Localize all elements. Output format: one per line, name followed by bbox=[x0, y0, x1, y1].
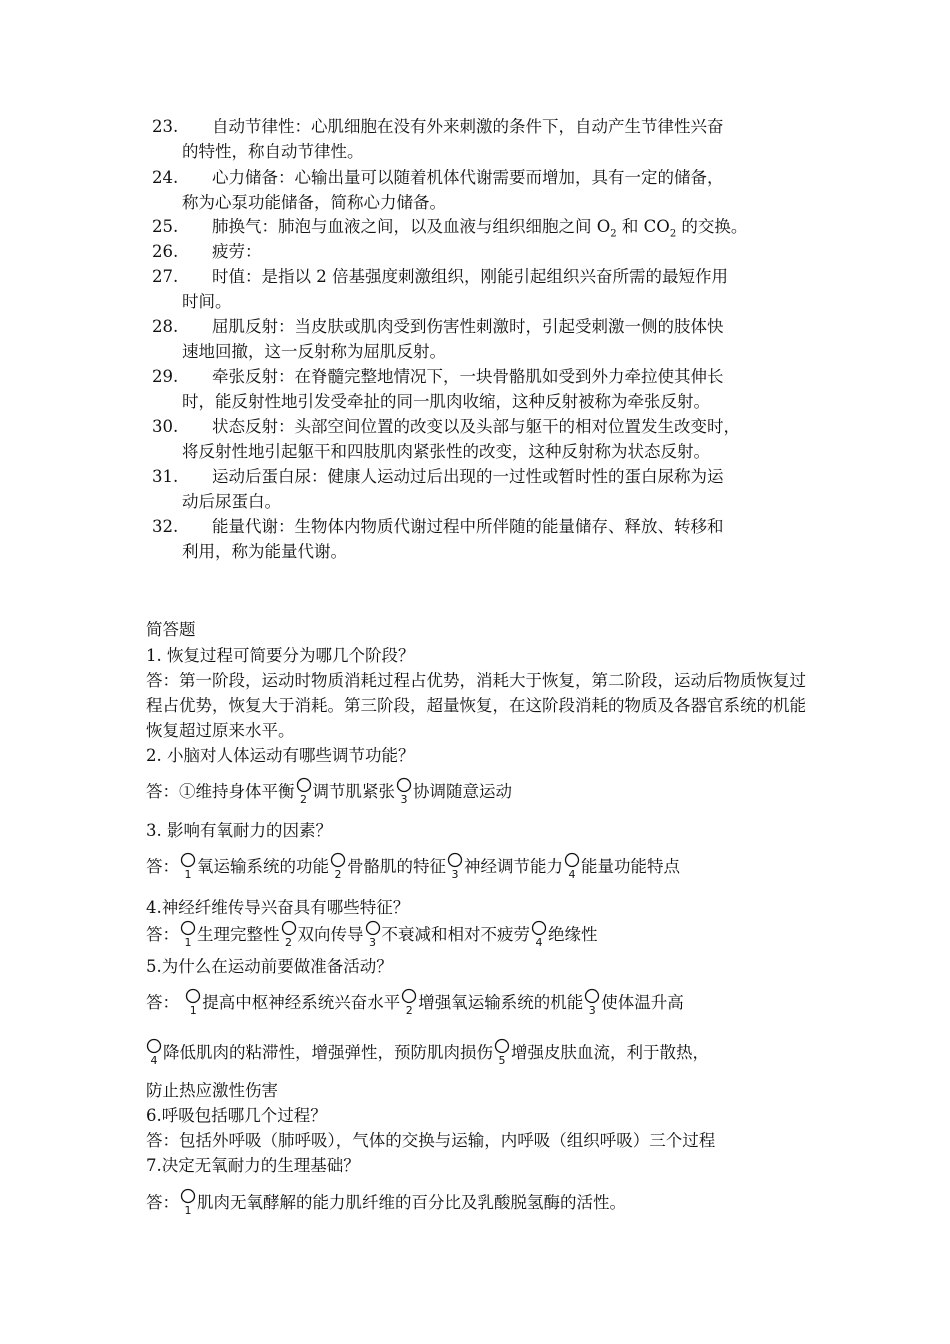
answer-item: 使体温升高 bbox=[601, 993, 684, 1012]
definition-number: 32. bbox=[152, 517, 179, 536]
definition-number: 24. bbox=[152, 168, 179, 187]
section-heading: 简答题 bbox=[146, 620, 196, 639]
definition-26 bbox=[152, 239, 812, 264]
answer-5-line-1 bbox=[146, 988, 816, 1015]
answer-prefix: 答： bbox=[146, 1193, 179, 1212]
circled-number-marker-icon: 2 bbox=[401, 988, 417, 1014]
circled-number-marker-icon: 2 bbox=[281, 920, 297, 946]
definition-30 bbox=[152, 414, 812, 464]
question-6: 6.呼吸包括哪几个过程？ bbox=[146, 1106, 327, 1125]
circled-number-marker-icon: 2 bbox=[296, 777, 312, 803]
circled-number-marker-icon: 4 bbox=[564, 852, 580, 878]
circled-number-marker-icon: 1 bbox=[180, 1188, 196, 1214]
definition-number: 29. bbox=[152, 367, 179, 386]
answer-prefix: 答：①维持身体平衡 bbox=[146, 782, 295, 801]
definition-text: 运动后蛋白尿：健康人运动过后出现的一过性或暂时性的蛋白尿称为运 bbox=[212, 467, 724, 486]
definition-text-cont: 将反射性地引起躯干和四肢肌肉紧张性的改变，这种反射称为状态反射。 bbox=[182, 442, 710, 461]
definition-number: 30. bbox=[152, 417, 179, 436]
definition-number: 26. bbox=[152, 242, 179, 261]
definition-text: 状态反射：头部空间位置的改变以及头部与躯干的相对位置发生改变时， bbox=[212, 417, 740, 436]
definition-number: 28. bbox=[152, 317, 179, 336]
circled-number-marker-icon: 5 bbox=[494, 1038, 510, 1064]
definition-text-cont: 称为心泵功能储备，简称心力储备。 bbox=[182, 193, 446, 212]
answer-prefix: 答： bbox=[146, 925, 179, 944]
answer-item: 绝缘性 bbox=[548, 925, 598, 944]
circled-number-marker-icon: 2 bbox=[330, 852, 346, 878]
definition-text: 自动节律性：心肌细胞在没有外来刺激的条件下，自动产生节律性兴奋 bbox=[212, 117, 724, 136]
circled-number-marker-icon: 4 bbox=[146, 1038, 162, 1064]
circled-number-marker-icon: 3 bbox=[396, 777, 412, 803]
definition-text-cont: 的特性，称自动节律性。 bbox=[182, 142, 364, 161]
circled-number-marker-icon: 4 bbox=[531, 920, 547, 946]
definition-29 bbox=[152, 364, 812, 414]
answer-item: 不衰减和相对不疲劳 bbox=[381, 925, 530, 944]
answer-item: 神经调节能力 bbox=[464, 857, 563, 876]
answer-item: 调节肌紧张 bbox=[312, 782, 395, 801]
answer-item: 生理完整性 bbox=[197, 925, 280, 944]
answer-7 bbox=[146, 1188, 816, 1215]
circled-number-marker-icon: 1 bbox=[180, 852, 196, 878]
answer-4 bbox=[146, 920, 816, 947]
question-5: 5.为什么在运动前要做准备活动？ bbox=[146, 957, 393, 976]
answer-item: 能量功能特点 bbox=[581, 857, 680, 876]
definition-28 bbox=[152, 314, 812, 364]
definition-23 bbox=[152, 114, 812, 164]
answer-5-line-3: 防止热应激性伤害 bbox=[146, 1081, 278, 1100]
answer-6: 答：包括外呼吸（肺呼吸），气体的交换与运输，内呼吸（组织呼吸）三个过程 bbox=[146, 1131, 716, 1150]
answer-item: 增强皮肤血流，利于散热， bbox=[511, 1043, 709, 1062]
definition-text: 肺换气：肺泡与血液之间，以及血液与组织细胞之间 $O_2$ 和 $CO_2$ 的交换。 bbox=[212, 217, 748, 240]
definition-text: 屈肌反射：当皮肤或肌肉受到伤害性刺激时，引起受刺激一侧的肢体快 bbox=[212, 317, 724, 336]
answer-2 bbox=[146, 777, 816, 804]
answer-item: 协调随意运动 bbox=[413, 782, 512, 801]
definition-27 bbox=[152, 264, 812, 314]
question-7: 7.决定无氧耐力的生理基础？ bbox=[146, 1156, 360, 1175]
answer-item: 双向传导 bbox=[297, 925, 364, 944]
answer-5-line-2 bbox=[146, 1038, 816, 1065]
question-1: 1. 恢复过程可简要分为哪几个阶段？ bbox=[146, 646, 415, 665]
definition-31 bbox=[152, 464, 812, 514]
answer-item: 降低肌肉的粘滞性，增强弹性，预防肌肉损伤 bbox=[163, 1043, 493, 1062]
definition-24 bbox=[152, 165, 812, 215]
question-3: 3. 影响有氧耐力的因素？ bbox=[146, 821, 332, 840]
definition-text-cont: 速地回撤，这一反射称为屈肌反射。 bbox=[182, 342, 446, 361]
definition-number: 31. bbox=[152, 467, 179, 486]
definition-text: 疲劳： bbox=[212, 242, 262, 261]
answer-1: 答：第一阶段，运动时物质消耗过程占优势，消耗大于恢复，第二阶段，运动后物质恢复过程占优势，恢复大于消耗。第三阶段，超量恢复，在这阶段消耗的物质及各器官系统的机能恢复超过原来水平。 bbox=[146, 671, 806, 740]
question-4: 4.神经纤维传导兴奋具有哪些特征？ bbox=[146, 898, 410, 917]
definition-text: 能量代谢：生物体内物质代谢过程中所伴随的能量储存、释放、转移和 bbox=[212, 517, 724, 536]
circled-number-marker-icon: 3 bbox=[447, 852, 463, 878]
definition-text-cont: 动后尿蛋白。 bbox=[182, 492, 281, 511]
question-2: 2. 小脑对人体运动有哪些调节功能？ bbox=[146, 746, 415, 765]
definition-32 bbox=[152, 514, 812, 564]
definition-text: 牵张反射：在脊髓完整地情况下，一块骨骼肌如受到外力牵拉使其伸长 bbox=[212, 367, 724, 386]
definition-number: 23. bbox=[152, 117, 179, 136]
definition-text: 心力储备：心输出量可以随着机体代谢需要而增加，具有一定的储备， bbox=[212, 168, 724, 187]
answer-item: 氧运输系统的功能 bbox=[197, 857, 329, 876]
circled-number-marker-icon: 1 bbox=[180, 920, 196, 946]
circled-number-marker-icon: 3 bbox=[584, 988, 600, 1014]
definition-text-cont: 利用，称为能量代谢。 bbox=[182, 542, 347, 561]
definition-text: 时值：是指以 2 倍基强度刺激组织，刚能引起组织兴奋所需的最短作用 bbox=[212, 267, 728, 286]
answer-prefix: 答： bbox=[146, 857, 179, 876]
answer-item: 骨骼肌的特征 bbox=[347, 857, 446, 876]
answer-3 bbox=[146, 852, 816, 879]
definition-number: 25. bbox=[152, 217, 179, 236]
answer-item: 增强氧运输系统的机能 bbox=[418, 993, 584, 1012]
definition-text-cont: 时间。 bbox=[182, 292, 232, 311]
answer-item: 提高中枢神经系统兴奋水平 bbox=[202, 993, 401, 1012]
answer-prefix: 答： bbox=[146, 993, 179, 1012]
answer-item: 肌肉无氧酵解的能力肌纤维的百分比及乳酸脱氢酶的活性。 bbox=[197, 1193, 626, 1212]
definition-number: 27. bbox=[152, 267, 179, 286]
definition-text-cont: 时，能反射性地引发受牵扯的同一肌肉收缩，这种反射被称为牵张反射。 bbox=[182, 392, 710, 411]
circled-number-marker-icon: 3 bbox=[365, 920, 381, 946]
circled-number-marker-icon: 1 bbox=[185, 988, 201, 1014]
